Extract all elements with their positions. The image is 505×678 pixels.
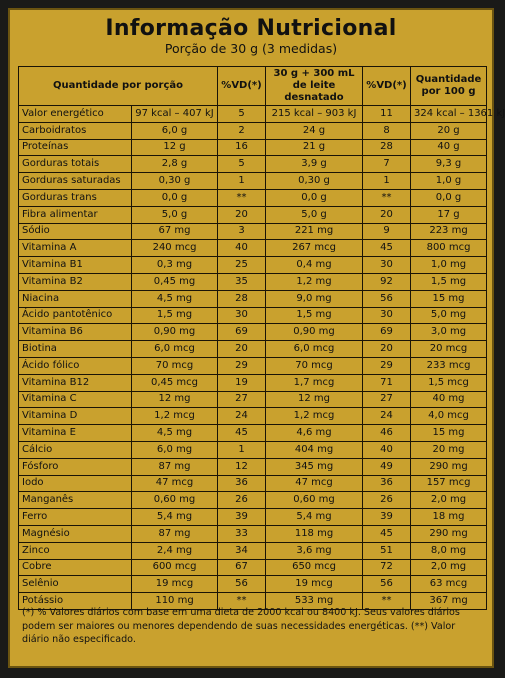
portion-value: 0,60 mg <box>132 492 218 509</box>
nutrient-name: Cobre <box>19 559 132 576</box>
portion-value: 0,0 g <box>132 189 218 206</box>
nutrient-name: Vitamina A <box>19 240 132 257</box>
vd-milk: 56 <box>363 576 411 593</box>
vd-milk: 29 <box>363 357 411 374</box>
with-milk-value: 215 kcal – 903 kJ <box>266 106 363 123</box>
nutrient-name: Cálcio <box>19 441 132 458</box>
with-milk-value: 12 mg <box>266 391 363 408</box>
vd-portion: 56 <box>218 576 266 593</box>
nutrient-name: Carboidratos <box>19 122 132 139</box>
vd-portion: 28 <box>218 290 266 307</box>
footnote: (*) % Valores diários com base em uma dieta de 2000 kcal ou 8400 kJ. Seus valores diários podem ser maiores ou menores dependendo de suas necessidades energéticas. (**) Valor diário não especificado. <box>22 607 460 645</box>
vd-portion: 5 <box>218 106 266 123</box>
with-milk-value: 0,30 g <box>266 173 363 190</box>
per-100g-value: 15 mg <box>411 425 487 442</box>
vd-portion: 25 <box>218 257 266 274</box>
with-milk-value: 0,90 mg <box>266 324 363 341</box>
vd-milk: 11 <box>363 106 411 123</box>
label-title: Informação Nutricional <box>105 16 397 41</box>
per-100g-value: 20 mcg <box>411 341 487 358</box>
table-row <box>19 408 487 425</box>
vd-milk: 72 <box>363 559 411 576</box>
header-qty-portion: Quantidade por porção <box>19 67 218 106</box>
per-100g-value: 2,0 mg <box>411 559 487 576</box>
per-100g-value: 367 mg <box>411 593 487 610</box>
table-row <box>19 425 487 442</box>
with-milk-value: 1,5 mg <box>266 307 363 324</box>
with-milk-value: 47 mcg <box>266 475 363 492</box>
with-milk-value: 404 mg <box>266 441 363 458</box>
vd-portion: 34 <box>218 542 266 559</box>
portion-value: 12 g <box>132 139 218 156</box>
with-milk-value: 1,2 mg <box>266 273 363 290</box>
vd-milk: 45 <box>363 525 411 542</box>
with-milk-value: 21 g <box>266 139 363 156</box>
table-row <box>19 542 487 559</box>
nutrition-table <box>18 66 505 610</box>
portion-value: 19 mcg <box>132 576 218 593</box>
nutrient-name: Proteínas <box>19 139 132 156</box>
header-with-milk: 30 g + 300 mL de leite desnatado <box>266 67 363 106</box>
with-milk-value: 0,0 g <box>266 189 363 206</box>
per-100g-value: 0,0 g <box>411 189 487 206</box>
vd-milk: 27 <box>363 391 411 408</box>
vd-portion: 35 <box>218 273 266 290</box>
vd-portion: 69 <box>218 324 266 341</box>
per-100g-value: 324 kcal – 1361 kJ <box>411 106 487 123</box>
table-row <box>19 223 487 240</box>
portion-value: 5,0 g <box>132 206 218 223</box>
table-row <box>19 273 487 290</box>
vd-portion: ** <box>218 189 266 206</box>
per-100g-value: 1,0 g <box>411 173 487 190</box>
vd-milk: 36 <box>363 475 411 492</box>
nutrient-name: Selênio <box>19 576 132 593</box>
vd-portion: 20 <box>218 206 266 223</box>
nutrient-name: Manganês <box>19 492 132 509</box>
with-milk-value: 221 mg <box>266 223 363 240</box>
portion-value: 110 mg <box>132 593 218 610</box>
portion-value: 1,5 mg <box>132 307 218 324</box>
nutrient-name: Ácido pantotênico <box>19 307 132 324</box>
nutrient-name: Vitamina B1 <box>19 257 132 274</box>
nutrient-name: Vitamina D <box>19 408 132 425</box>
table-row <box>19 106 487 123</box>
table-row <box>19 307 487 324</box>
per-100g-value: 4,0 mcg <box>411 408 487 425</box>
per-100g-value: 9,3 g <box>411 156 487 173</box>
per-100g-value: 8,0 mg <box>411 542 487 559</box>
portion-value: 0,45 mcg <box>132 374 218 391</box>
per-100g-value: 1,5 mcg <box>411 374 487 391</box>
portion-value: 47 mcg <box>132 475 218 492</box>
vd-portion: 12 <box>218 458 266 475</box>
vd-portion: 33 <box>218 525 266 542</box>
with-milk-value: 5,0 g <box>266 206 363 223</box>
portion-value: 2,4 mg <box>132 542 218 559</box>
table-header-row <box>19 67 487 106</box>
vd-portion: 40 <box>218 240 266 257</box>
portion-value: 2,8 g <box>132 156 218 173</box>
header-vd-milk: %VD(*) <box>363 67 411 106</box>
portion-value: 97 kcal – 407 kJ <box>132 106 218 123</box>
with-milk-value: 9,0 mg <box>266 290 363 307</box>
table-row <box>19 475 487 492</box>
table-row <box>19 156 487 173</box>
table-row <box>19 509 487 526</box>
vd-portion: 30 <box>218 307 266 324</box>
nutrient-name: Vitamina E <box>19 425 132 442</box>
per-100g-value: 15 mg <box>411 290 487 307</box>
with-milk-value: 19 mcg <box>266 576 363 593</box>
table-row <box>19 240 487 257</box>
portion-value: 87 mg <box>132 525 218 542</box>
portion-value: 67 mg <box>132 223 218 240</box>
vd-milk: 28 <box>363 139 411 156</box>
per-100g-value: 290 mg <box>411 458 487 475</box>
table-row <box>19 374 487 391</box>
with-milk-value: 118 mg <box>266 525 363 542</box>
per-100g-value: 2,0 mg <box>411 492 487 509</box>
per-100g-value: 40 mg <box>411 391 487 408</box>
table-row <box>19 189 487 206</box>
vd-milk: 20 <box>363 341 411 358</box>
nutrient-name: Vitamina B2 <box>19 273 132 290</box>
vd-portion: 16 <box>218 139 266 156</box>
portion-value: 6,0 mcg <box>132 341 218 358</box>
vd-milk: 39 <box>363 509 411 526</box>
vd-milk: 56 <box>363 290 411 307</box>
with-milk-value: 267 mcg <box>266 240 363 257</box>
vd-milk: ** <box>363 189 411 206</box>
portion-value: 87 mg <box>132 458 218 475</box>
vd-portion: 3 <box>218 223 266 240</box>
nutrition-label <box>8 8 505 668</box>
vd-milk: 49 <box>363 458 411 475</box>
vd-portion: 29 <box>218 357 266 374</box>
vd-portion: 19 <box>218 374 266 391</box>
nutrient-name: Fibra alimentar <box>19 206 132 223</box>
per-100g-value: 20 g <box>411 122 487 139</box>
vd-portion: ** <box>218 593 266 610</box>
per-100g-value: 800 mcg <box>411 240 487 257</box>
with-milk-value: 345 mg <box>266 458 363 475</box>
portion-value: 1,2 mcg <box>132 408 218 425</box>
with-milk-value: 3,6 mg <box>266 542 363 559</box>
with-milk-value: 3,9 g <box>266 156 363 173</box>
portion-value: 0,90 mg <box>132 324 218 341</box>
per-100g-value: 3,0 mg <box>411 324 487 341</box>
nutrient-name: Gorduras trans <box>19 189 132 206</box>
nutrient-name: Ácido fólico <box>19 357 132 374</box>
table-row <box>19 357 487 374</box>
portion-value: 6,0 g <box>132 122 218 139</box>
portion-value: 4,5 mg <box>132 425 218 442</box>
vd-portion: 1 <box>218 441 266 458</box>
table-row <box>19 576 487 593</box>
per-100g-value: 1,5 mg <box>411 273 487 290</box>
vd-milk: 30 <box>363 307 411 324</box>
portion-value: 12 mg <box>132 391 218 408</box>
portion-value: 0,30 g <box>132 173 218 190</box>
table-row <box>19 492 487 509</box>
vd-portion: 39 <box>218 509 266 526</box>
with-milk-value: 650 mcg <box>266 559 363 576</box>
nutrient-name: Gorduras saturadas <box>19 173 132 190</box>
nutrient-name: Vitamina C <box>19 391 132 408</box>
with-milk-value: 0,4 mg <box>266 257 363 274</box>
vd-milk: 40 <box>363 441 411 458</box>
per-100g-value: 157 mcg <box>411 475 487 492</box>
nutrient-name: Biotina <box>19 341 132 358</box>
table-row <box>19 525 487 542</box>
vd-portion: 1 <box>218 173 266 190</box>
per-100g-value: 1,0 mg <box>411 257 487 274</box>
vd-milk: 8 <box>363 122 411 139</box>
per-100g-value: 18 mg <box>411 509 487 526</box>
nutrient-name: Potássio <box>19 593 132 610</box>
nutrient-name: Vitamina B12 <box>19 374 132 391</box>
vd-portion: 36 <box>218 475 266 492</box>
vd-portion: 27 <box>218 391 266 408</box>
with-milk-value: 1,7 mcg <box>266 374 363 391</box>
nutrient-name: Magnésio <box>19 525 132 542</box>
table-row <box>19 122 487 139</box>
nutrient-name: Zinco <box>19 542 132 559</box>
nutrient-name: Iodo <box>19 475 132 492</box>
vd-portion: 24 <box>218 408 266 425</box>
nutrient-name: Vitamina B6 <box>19 324 132 341</box>
table-row <box>19 139 487 156</box>
nutrient-name: Sódio <box>19 223 132 240</box>
nutrient-name: Gorduras totais <box>19 156 132 173</box>
with-milk-value: 533 mg <box>266 593 363 610</box>
vd-milk: 9 <box>363 223 411 240</box>
portion-value: 70 mcg <box>132 357 218 374</box>
with-milk-value: 1,2 mcg <box>266 408 363 425</box>
vd-milk: 69 <box>363 324 411 341</box>
vd-portion: 45 <box>218 425 266 442</box>
with-milk-value: 5,4 mg <box>266 509 363 526</box>
portion-value: 4,5 mg <box>132 290 218 307</box>
vd-milk: 26 <box>363 492 411 509</box>
vd-milk: ** <box>363 593 411 610</box>
nutrient-name: Niacina <box>19 290 132 307</box>
portion-value: 240 mcg <box>132 240 218 257</box>
vd-portion: 20 <box>218 341 266 358</box>
vd-milk: 51 <box>363 542 411 559</box>
nutrient-name: Ferro <box>19 509 132 526</box>
with-milk-value: 24 g <box>266 122 363 139</box>
portion-value: 600 mcg <box>132 559 218 576</box>
table-row <box>19 341 487 358</box>
with-milk-value: 6,0 mcg <box>266 341 363 358</box>
per-100g-value: 17 g <box>411 206 487 223</box>
table-row <box>19 290 487 307</box>
portion-value: 5,4 mg <box>132 509 218 526</box>
vd-portion: 2 <box>218 122 266 139</box>
vd-milk: 24 <box>363 408 411 425</box>
nutrient-name: Valor energético <box>19 106 132 123</box>
vd-portion: 5 <box>218 156 266 173</box>
table-row <box>19 441 487 458</box>
with-milk-value: 4,6 mg <box>266 425 363 442</box>
header-per-100g: Quantidade por 100 g <box>411 67 487 106</box>
vd-milk: 30 <box>363 257 411 274</box>
vd-milk: 45 <box>363 240 411 257</box>
vd-milk: 1 <box>363 173 411 190</box>
per-100g-value: 223 mg <box>411 223 487 240</box>
table-row <box>19 257 487 274</box>
table-row <box>19 391 487 408</box>
table-row <box>19 206 487 223</box>
per-100g-value: 20 mg <box>411 441 487 458</box>
header-vd-portion: %VD(*) <box>218 67 266 106</box>
portion-value: 0,45 mg <box>132 273 218 290</box>
vd-milk: 20 <box>363 206 411 223</box>
portion-value: 0,3 mg <box>132 257 218 274</box>
vd-milk: 7 <box>363 156 411 173</box>
table-row <box>19 458 487 475</box>
with-milk-value: 70 mcg <box>266 357 363 374</box>
vd-milk: 92 <box>363 273 411 290</box>
vd-milk: 46 <box>363 425 411 442</box>
with-milk-value: 0,60 mg <box>266 492 363 509</box>
table-row <box>19 173 487 190</box>
vd-portion: 67 <box>218 559 266 576</box>
vd-portion: 26 <box>218 492 266 509</box>
portion-value: 6,0 mg <box>132 441 218 458</box>
per-100g-value: 63 mcg <box>411 576 487 593</box>
table-row <box>19 559 487 576</box>
per-100g-value: 40 g <box>411 139 487 156</box>
table-row <box>19 324 487 341</box>
per-100g-value: 290 mg <box>411 525 487 542</box>
vd-milk: 71 <box>363 374 411 391</box>
serving-size: Porção de 30 g (3 medidas) <box>164 41 338 56</box>
per-100g-value: 233 mcg <box>411 357 487 374</box>
nutrient-name: Fósforo <box>19 458 132 475</box>
per-100g-value: 5,0 mg <box>411 307 487 324</box>
